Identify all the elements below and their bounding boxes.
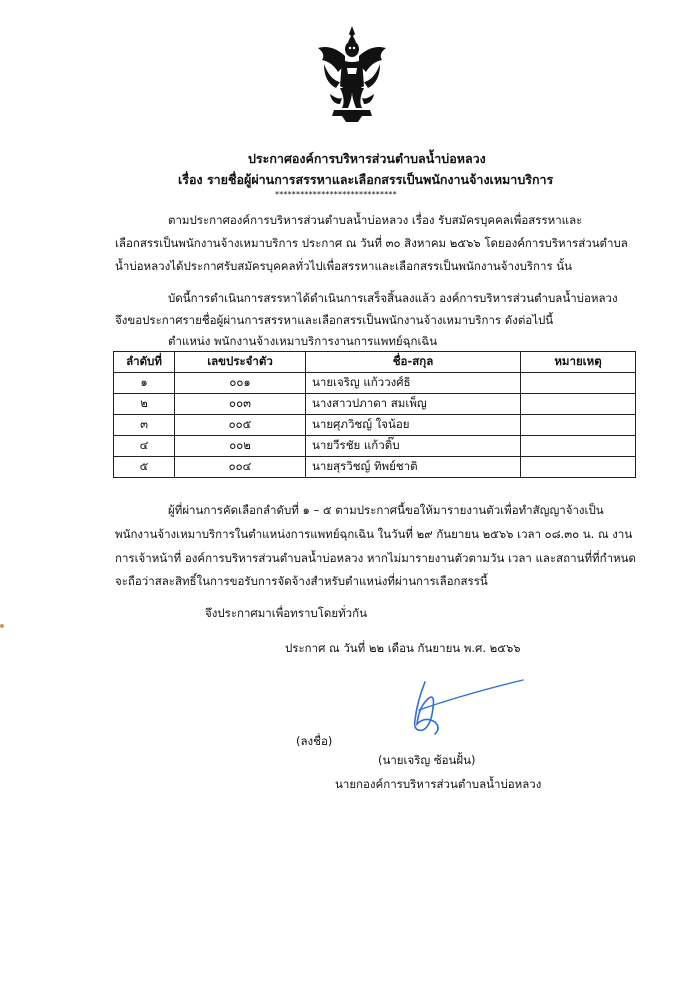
row-order: ๕ — [114, 457, 175, 478]
paragraph-3-line-2: พนักงานจ้างเหมาบริการในตำแหน่งการแพทย์ฉุกเฉิน ในวันที่ ๒๙ กันยายน ๒๕๖๖ เวลา ๐๘.๓๐ น. ณ งาน — [115, 527, 633, 541]
paragraph-1-line-2: เลือกสรรเป็นพนักงานจ้างเหมาบริการ ประกาศ ณ วันที่ ๓๐ สิงหาคม ๒๕๖๖ โดยองค์การบริหารส่วนตำบล — [115, 236, 628, 250]
paragraph-3-line-3: การเจ้าหน้าที่ องค์การบริหารส่วนตำบลน้ำบ่อหลวง หากไม่มารายงานตัวตามวัน เวลา และสถานที่ที่กำหนด — [115, 551, 636, 565]
paragraph-2-line-2: จึงขอประกาศรายชื่อผู้ผ่านการสรรหาและเลือกสรรเป็นพนักงานจ้างเหมาบริการ ดังต่อไปนี้ — [115, 313, 554, 327]
separator-line: ***************************** — [275, 190, 397, 199]
row-note — [521, 415, 636, 436]
row-id: ๐๐๑ — [175, 373, 306, 394]
signer-title: นายกองค์การบริหารส่วนตำบลน้ำบ่อหลวง — [335, 777, 542, 791]
scan-speck — [0, 624, 4, 628]
row-order: ๓ — [114, 415, 175, 436]
header-id: เลขประจำตัว — [175, 352, 306, 373]
row-name: นายวีรชัย แก้วติ๊บ — [306, 436, 521, 457]
table-row — [114, 415, 636, 436]
position-title: ตำแหน่ง พนักงานจ้างเหมาบริการงานการแพทย์ฉุกเฉิน — [168, 334, 438, 348]
paragraph-3-line-1: ผู้ที่ผ่านการคัดเลือกลำดับที่ ๑ – ๕ ตามประกาศนี้ขอให้มารายงานตัวเพื่อทำสัญญาจ้างเป็น — [168, 503, 604, 517]
header-name: ชื่อ-สกุล — [306, 352, 521, 373]
row-id: ๐๐๔ — [175, 457, 306, 478]
row-id: ๐๐๒ — [175, 436, 306, 457]
row-note — [521, 457, 636, 478]
row-name: นายสุรวิชญ์ ทิพย์ชาติ — [306, 457, 521, 478]
sign-label: (ลงชื่อ) — [296, 734, 333, 748]
table-row — [114, 457, 636, 478]
row-name: นายศุภวิชญ์ ใจน้อย — [306, 415, 521, 436]
row-order: ๒ — [114, 394, 175, 415]
row-order: ๔ — [114, 436, 175, 457]
table-row — [114, 394, 636, 415]
table-row — [114, 373, 636, 394]
row-note — [521, 373, 636, 394]
paragraph-3-line-4: จะถือว่าสละสิทธิ์ในการขอรับการจัดจ้างสำหรับตำแหน่งที่ผ่านการเลือกสรรนี้ — [115, 574, 488, 588]
header-note: หมายเหตุ — [521, 352, 636, 373]
announcement-date: ประกาศ ณ วันที่ ๒๒ เดือน กันยายน พ.ศ. ๒๕๖๖ — [285, 641, 521, 655]
row-id: ๐๐๓ — [175, 394, 306, 415]
row-name: นางสาวปภาดา สมเพ็ญ — [306, 394, 521, 415]
row-order: ๑ — [114, 373, 175, 394]
paragraph-2-line-1: บัดนี้การดำเนินการสรรหาได้ดำเนินการเสร็จสิ้นลงแล้ว องค์การบริหารส่วนตำบลน้ำบ่อหลวง — [168, 291, 618, 305]
closing-statement: จึงประกาศมาเพื่อทราบโดยทั่วกัน — [205, 606, 367, 620]
document-title: ประกาศองค์การบริหารส่วนตำบลน้ำบ่อหลวง — [248, 151, 486, 166]
table-row — [114, 436, 636, 457]
garuda-emblem-icon — [312, 24, 392, 124]
row-id: ๐๐๕ — [175, 415, 306, 436]
document-subject: เรื่อง รายชื่อผู้ผ่านการสรรหาและเลือกสรรเป็นพนักงานจ้างเหมาบริการ — [178, 172, 554, 187]
header-order: ลำดับที่ — [114, 352, 175, 373]
signer-name: (นายเจริญ ซ้อนฝั้น) — [378, 753, 476, 767]
row-name: นายเจริญ แก้ววงศ์ธิ — [306, 373, 521, 394]
paragraph-1-line-1: ตามประกาศองค์การบริหารส่วนตำบลน้ำบ่อหลวง เรื่อง รับสมัครบุคคลเพื่อสรรหาและ — [168, 213, 583, 227]
table-header-row — [114, 352, 636, 373]
paragraph-1-line-3: น้ำบ่อหลวงได้ประกาศรับสมัครบุคคลทั่วไปเพื่อสรรหาและเลือกสรรเป็นพนักงานจ้างบริการ นั้น — [115, 259, 573, 273]
handwritten-signature — [395, 672, 525, 742]
row-note — [521, 394, 636, 415]
candidates-table — [113, 351, 636, 478]
row-note — [521, 436, 636, 457]
